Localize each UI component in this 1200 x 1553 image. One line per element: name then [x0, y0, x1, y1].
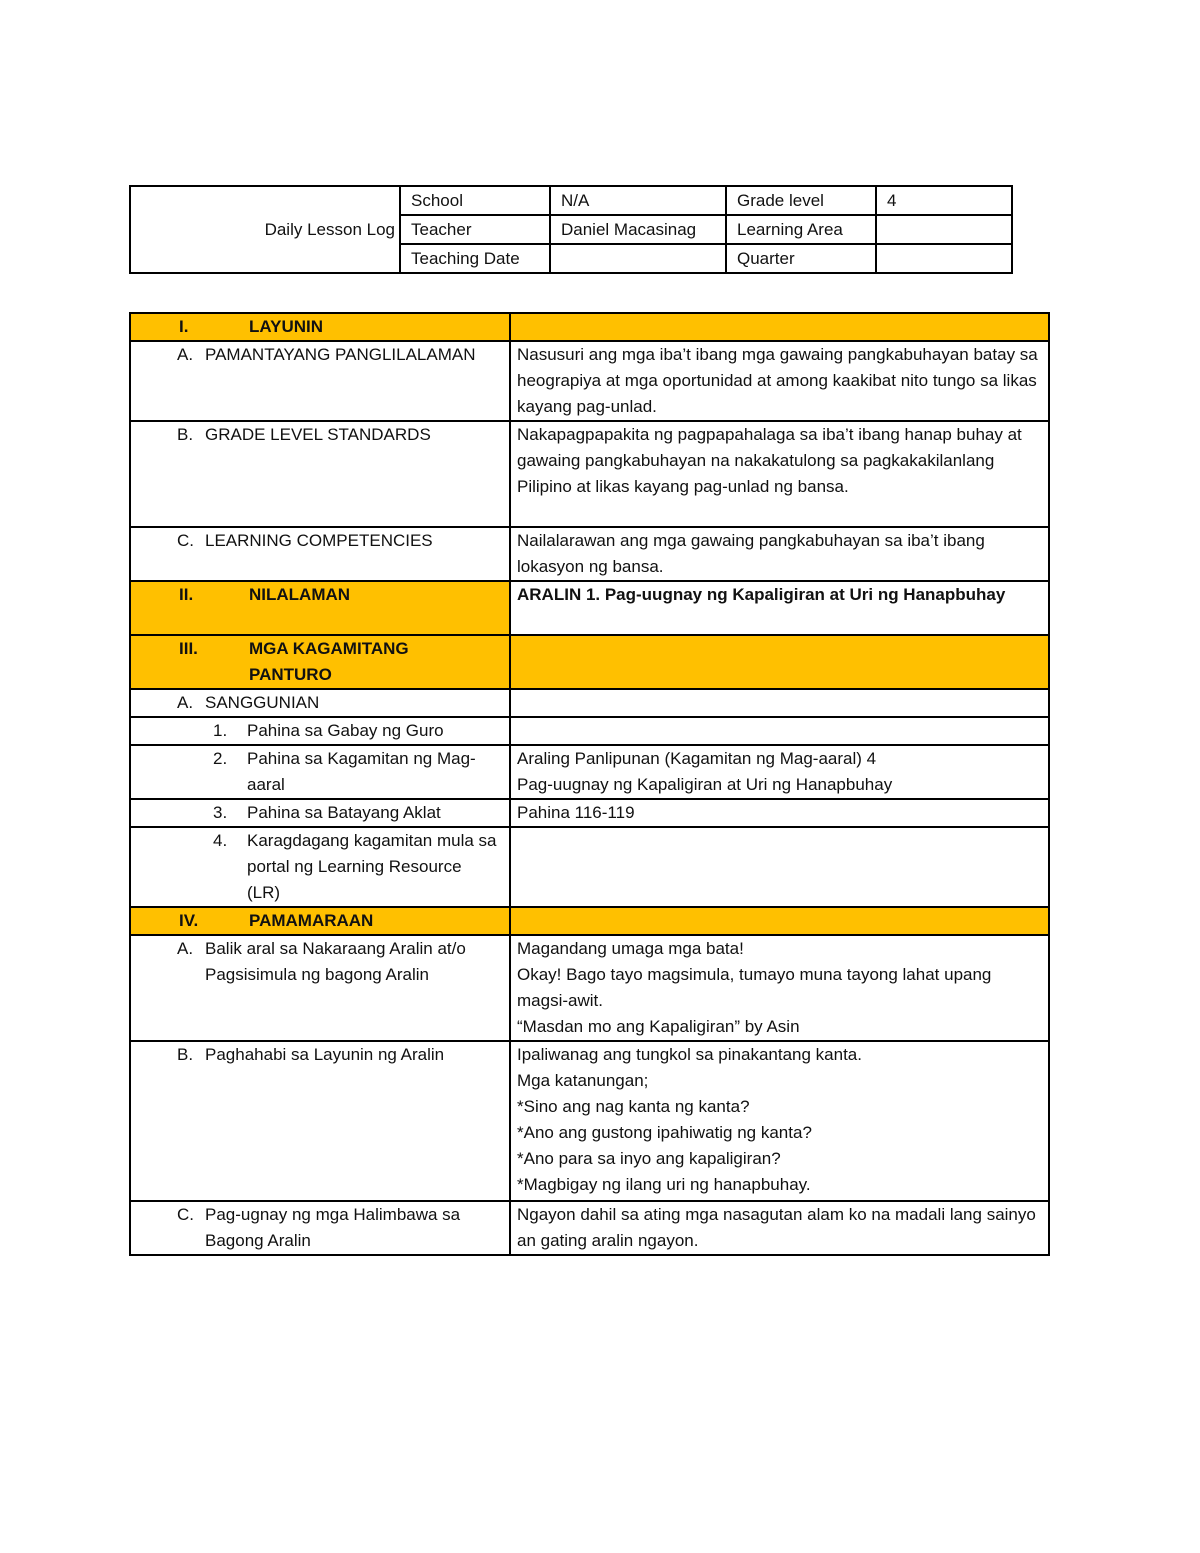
section-number: II. [179, 585, 194, 604]
item-content [510, 689, 1049, 717]
content-line: *Ano para sa inyo ang kapaligiran? [517, 1149, 781, 1168]
quarter-label: Quarter [726, 244, 876, 273]
school-label: School [400, 186, 550, 215]
section-title: MGA KAGAMITANG PANTURO [249, 639, 409, 684]
table-row [130, 799, 1049, 827]
section-number: III. [179, 639, 198, 658]
item-content [510, 935, 1049, 1041]
sub-item-title: Pahina sa Gabay ng Guro [247, 721, 444, 740]
item-title: PAMANTAYANG PANGLILALAMAN [205, 345, 476, 364]
table-row [130, 1041, 1049, 1201]
daily-lesson-log-title: Daily Lesson Log [130, 186, 400, 273]
table-row [130, 421, 1049, 527]
section-row-kagamitan [130, 635, 1049, 689]
section-row-nilalaman [130, 581, 1049, 635]
item-title: Paghahabi sa Layunin ng Aralin [205, 1045, 445, 1064]
sub-item-number: 3. [213, 803, 228, 822]
sub-item-content: Pahina 116-119 [510, 799, 1049, 827]
item-title: Balik aral sa Nakaraang Aralin at/o Pagsisimula ng bagong Aralin [205, 939, 466, 984]
sub-item-title: Pahina sa Kagamitan ng Mag-aaral [247, 749, 476, 794]
item-letter: A. [177, 939, 194, 958]
item-letter: B. [177, 425, 194, 444]
teaching-date-value [550, 244, 726, 273]
item-letter: C. [177, 1205, 194, 1224]
item-title: SANGGUNIAN [205, 693, 320, 712]
teacher-value: Daniel Macasinag [550, 215, 726, 244]
sub-item-number: 1. [213, 721, 228, 740]
item-content [510, 1041, 1049, 1201]
section-number: I. [179, 317, 189, 336]
content-line: Mga katanungan; [517, 1071, 649, 1090]
table-row [130, 745, 1049, 799]
table-row [130, 341, 1049, 421]
school-value: N/A [550, 186, 726, 215]
item-content: Nasusuri ang mga iba’t ibang mga gawaing pangkabuhayan batay sa heograpiya at mga oportunidad at among kaakibat nito tungo sa likas kayang pag-unlad. [510, 341, 1049, 421]
section-content [510, 907, 1049, 935]
table-row [130, 689, 1049, 717]
table-row [130, 527, 1049, 581]
sub-item-number: 2. [213, 749, 228, 768]
sub-item-content [510, 827, 1049, 907]
content-line: *Magbigay ng ilang uri ng hanapbuhay. [517, 1175, 811, 1194]
content-line: Pag-uugnay ng Kapaligiran at Uri ng Hanapbuhay [517, 775, 893, 794]
sub-item-title: Pahina sa Batayang Aklat [247, 803, 441, 822]
item-letter: A. [177, 693, 194, 712]
content-line: Magandang umaga mga bata! [517, 939, 744, 958]
table-row [130, 827, 1049, 907]
sub-item-number: 4. [213, 831, 228, 850]
learning-area-label: Learning Area [726, 215, 876, 244]
teacher-label: Teacher [400, 215, 550, 244]
section-row-layunin [130, 313, 1049, 341]
header-table [129, 185, 1013, 274]
item-letter: C. [177, 531, 194, 550]
item-content: Ngayon dahil sa ating mga nasagutan alam ko na madali lang sainyo an gating aralin ngayon. [510, 1201, 1049, 1255]
section-title: LAYUNIN [249, 317, 323, 336]
sub-item-content [510, 745, 1049, 799]
learning-area-value [876, 215, 1012, 244]
item-title: Pag-ugnay ng mga Halimbawa sa Bagong Aralin [205, 1205, 461, 1250]
section-content: ARALIN 1. Pag-uugnay ng Kapaligiran at Uri ng Hanapbuhay [510, 581, 1049, 635]
section-row-pamamaraan [130, 907, 1049, 935]
item-letter: A. [177, 345, 194, 364]
table-row [130, 717, 1049, 745]
content-line: Ipaliwanag ang tungkol sa pinakantang kanta. [517, 1045, 862, 1064]
item-content: Nailalarawan ang mga gawaing pangkabuhayan sa iba’t ibang lokasyon ng bansa. [510, 527, 1049, 581]
section-title: PAMAMARAAN [249, 911, 374, 930]
item-title: GRADE LEVEL STANDARDS [205, 425, 431, 444]
teaching-date-label: Teaching Date [400, 244, 550, 273]
content-line: *Ano ang gustong ipahiwatig ng kanta? [517, 1123, 812, 1142]
grade-level-label: Grade level [726, 186, 876, 215]
table-row [130, 935, 1049, 1041]
content-line: “Masdan mo ang Kapaligiran” by Asin [517, 1017, 800, 1036]
item-title: LEARNING COMPETENCIES [205, 531, 433, 550]
section-number: IV. [179, 911, 199, 930]
section-content [510, 635, 1049, 689]
section-content [510, 313, 1049, 341]
content-line: Araling Panlipunan (Kagamitan ng Mag-aaral) 4 [517, 749, 877, 768]
section-title: NILALAMAN [249, 585, 351, 604]
sub-item-title: Karagdagang kagamitan mula sa portal ng Learning Resource (LR) [247, 831, 497, 902]
table-row [130, 1201, 1049, 1255]
content-line: *Sino ang nag kanta ng kanta? [517, 1097, 750, 1116]
item-letter: B. [177, 1045, 194, 1064]
sub-item-content [510, 717, 1049, 745]
content-line: Okay! Bago tayo magsimula, tumayo muna tayong lahat upang magsi-awit. [517, 965, 992, 1010]
grade-level-value: 4 [876, 186, 1012, 215]
item-content: Nakapagpapakita ng pagpapahalaga sa iba’t ibang hanap buhay at gawaing pangkabuhayan na nakakatulong sa pagkakakilanlang Pilipino at likas kayang pag-unlad ng bansa. [510, 421, 1049, 527]
lesson-table [129, 312, 1050, 1256]
quarter-value [876, 244, 1012, 273]
